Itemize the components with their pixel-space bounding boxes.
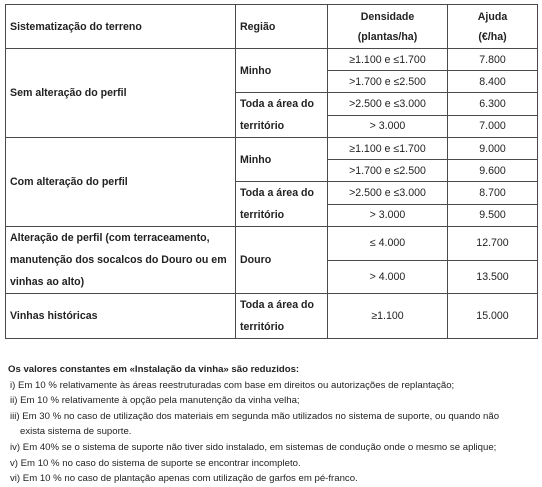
header-densidade: Densidade (plantas/ha) bbox=[328, 5, 448, 49]
density-cell: > 3.000 bbox=[328, 204, 448, 227]
note-item: vi) Em 10 % no caso de plantação apenas com utilização de garfos em pé-franco. bbox=[10, 473, 358, 485]
table-row bbox=[6, 138, 538, 160]
note-item: i) Em 10 % relativamente às áreas reestruturadas com base em direitos ou autorizações de replantação; bbox=[10, 379, 455, 391]
aid-cell: 15.000 bbox=[448, 294, 538, 339]
density-cell: > 3.000 bbox=[328, 115, 448, 138]
region-cell: Minho bbox=[236, 138, 328, 182]
group-label: Alteração de perfil (com terraceamento, manutenção dos socalcos do Douro ou em vinhas ao alto) bbox=[6, 227, 236, 294]
header-row bbox=[6, 5, 538, 49]
note-item: v) Em 10 % no caso do sistema de suporte se encontrar incompleto. bbox=[10, 457, 301, 469]
table-row bbox=[6, 49, 538, 71]
header-regiao: Região bbox=[236, 5, 328, 49]
density-cell: > 4.000 bbox=[328, 260, 448, 294]
region-cell: Douro bbox=[236, 227, 328, 294]
table-row bbox=[6, 294, 538, 339]
aid-cell: 8.700 bbox=[448, 182, 538, 205]
density-cell: >2.500 e ≤3.000 bbox=[328, 93, 448, 116]
group-label: Vinhas históricas bbox=[6, 294, 236, 339]
region-cell: Toda a área do território bbox=[236, 93, 328, 138]
notes-section bbox=[8, 362, 538, 487]
aid-cell: 6.300 bbox=[448, 93, 538, 116]
support-table bbox=[5, 4, 538, 339]
note-item: exista sistema de suporte. bbox=[20, 426, 132, 438]
note-item: iv) Em 40% se o sistema de suporte não tiver sido instalado, em sistemas de condução onde o mesmo se aplique; bbox=[10, 441, 497, 453]
aid-cell: 9.600 bbox=[448, 160, 538, 182]
density-cell: ≤ 4.000 bbox=[328, 227, 448, 261]
table-row bbox=[6, 227, 538, 261]
group-label: Sem alteração do perfil bbox=[6, 49, 236, 138]
density-cell: >1.700 e ≤2.500 bbox=[328, 160, 448, 182]
header-sistematizacao: Sistematização do terreno bbox=[6, 5, 236, 49]
density-cell: ≥1.100 e ≤1.700 bbox=[328, 49, 448, 71]
aid-cell: 9.500 bbox=[448, 204, 538, 227]
aid-cell: 9.000 bbox=[448, 138, 538, 160]
region-cell: Toda a área do território bbox=[236, 182, 328, 227]
notes-header: Os valores constantes em «Instalação da vinha» são reduzidos: bbox=[8, 364, 300, 375]
aid-cell: 7.000 bbox=[448, 115, 538, 138]
note-item: iii) Em 30 % no caso de utilização dos materiais em segunda mão utilizados no sistema de suporte, ou quando não bbox=[10, 410, 500, 422]
aid-cell: 8.400 bbox=[448, 71, 538, 93]
density-cell: ≥1.100 e ≤1.700 bbox=[328, 138, 448, 160]
density-cell: >1.700 e ≤2.500 bbox=[328, 71, 448, 93]
region-cell: Toda a área do território bbox=[236, 294, 328, 339]
group-label: Com alteração do perfil bbox=[6, 138, 236, 227]
aid-cell: 7.800 bbox=[448, 49, 538, 71]
aid-cell: 12.700 bbox=[448, 227, 538, 261]
region-cell: Minho bbox=[236, 49, 328, 93]
density-cell: >2.500 e ≤3.000 bbox=[328, 182, 448, 205]
density-cell: ≥1.100 bbox=[328, 294, 448, 339]
aid-cell: 13.500 bbox=[448, 260, 538, 294]
header-ajuda: Ajuda (€/ha) bbox=[448, 5, 538, 49]
note-item: ii) Em 10 % relativamente à opção pela manutenção da vinha velha; bbox=[10, 395, 300, 407]
